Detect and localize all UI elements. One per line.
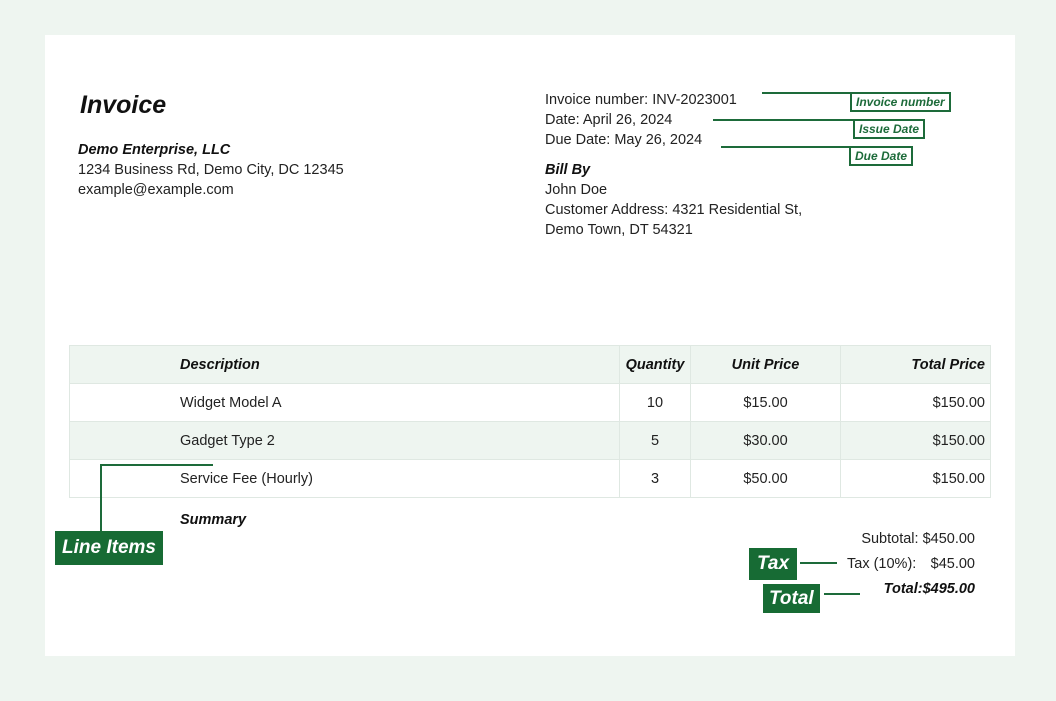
summary-total: Total:$495.00 (883, 581, 975, 597)
summary-heading: Summary (180, 512, 247, 528)
cell-unit-price: $30.00 (691, 422, 841, 460)
line-items-table (69, 345, 991, 498)
table-row (70, 422, 991, 460)
callout-connector (100, 464, 102, 532)
callout-connector (762, 92, 852, 94)
summary-tax-label: Tax (10%): (847, 556, 917, 572)
bill-by-heading: Bill By (545, 162, 591, 178)
cell-total-price: $150.00 (841, 460, 991, 498)
summary-subtotal: Subtotal: $450.00 (861, 531, 975, 547)
bill-by-address-line1: Customer Address: 4321 Residential St, (545, 202, 803, 218)
invoice-due-date: Due Date: May 26, 2024 (545, 132, 703, 148)
bill-by-address-line2: Demo Town, DT 54321 (545, 222, 693, 238)
issue-date-callout: Issue Date (853, 119, 925, 139)
summary-tax-value: $45.00 (930, 556, 975, 572)
header-unit-price: Unit Price (691, 346, 841, 384)
cell-quantity: 5 (620, 422, 691, 460)
callout-connector (721, 146, 851, 148)
cell-unit-price: $50.00 (691, 460, 841, 498)
invoice-title: Invoice (80, 91, 167, 119)
callout-connector (824, 593, 860, 595)
callout-connector (713, 119, 854, 121)
header-quantity: Quantity (620, 346, 691, 384)
bill-by-name: John Doe (545, 182, 608, 198)
cell-description: Widget Model A (70, 384, 620, 422)
company-email: example@example.com (78, 182, 234, 198)
line-items-callout: Line Items (55, 531, 163, 565)
cell-total-price: $150.00 (841, 422, 991, 460)
cell-unit-price: $15.00 (691, 384, 841, 422)
invoice-number-callout: Invoice number (850, 92, 951, 112)
cell-quantity: 10 (620, 384, 691, 422)
company-name: Demo Enterprise, LLC (78, 142, 231, 158)
header-total-price: Total Price (841, 346, 991, 384)
cell-description: Service Fee (Hourly) (70, 460, 620, 498)
company-address: 1234 Business Rd, Demo City, DC 12345 (78, 162, 344, 178)
cell-description: Gadget Type 2 (70, 422, 620, 460)
header-description: Description (70, 346, 620, 384)
invoice-date: Date: April 26, 2024 (545, 112, 673, 128)
table-header-row (70, 346, 991, 384)
cell-total-price: $150.00 (841, 384, 991, 422)
total-callout: Total (763, 584, 820, 613)
tax-callout: Tax (749, 548, 797, 580)
due-date-callout: Due Date (849, 146, 913, 166)
table-row (70, 384, 991, 422)
callout-connector (100, 464, 213, 466)
cell-quantity: 3 (620, 460, 691, 498)
invoice-number: Invoice number: INV-2023001 (545, 92, 737, 108)
callout-connector (800, 562, 837, 564)
